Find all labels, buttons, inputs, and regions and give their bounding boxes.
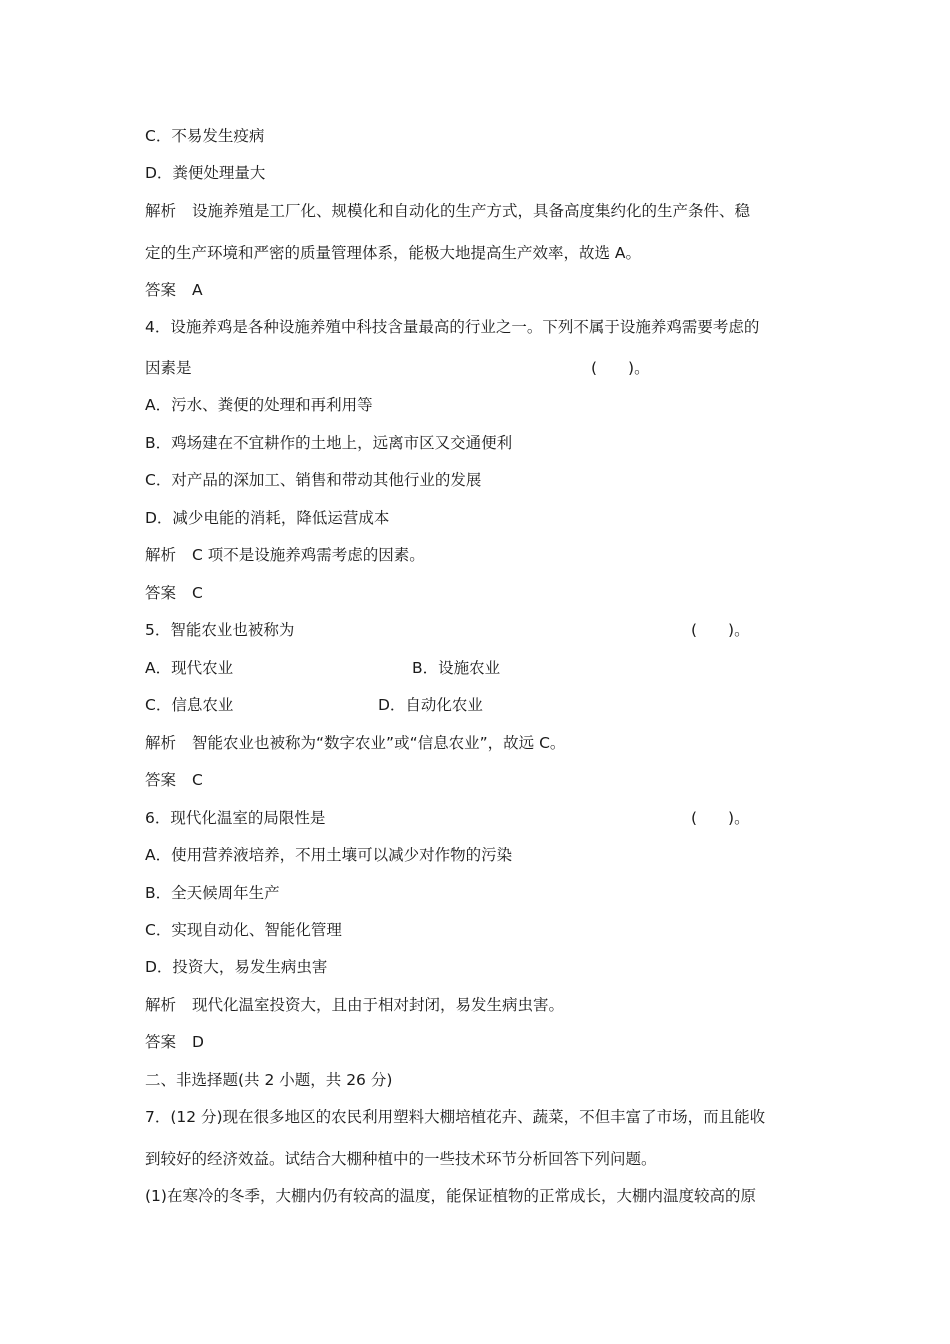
- option-c-q3: C．不易发生疫病: [145, 127, 265, 145]
- option-b-q6: B．全天候周年生产: [145, 884, 280, 902]
- answer-value: C: [192, 771, 203, 789]
- answer-value: C: [192, 584, 203, 602]
- analysis-q3: [145, 201, 815, 221]
- analysis-text: C 项不是设施养鸡需考虑的因素。: [192, 546, 425, 564]
- analysis-q3-cont: 定的生产环境和严密的质量管理体系，能极大地提高生产效率，故选 A。: [145, 244, 642, 262]
- answer-q3: [145, 280, 815, 300]
- analysis-text: 设施养殖是工厂化、规模化和自动化的生产方式，具备高度集约化的生产条件、稳: [192, 202, 751, 220]
- question-7: 7．(12 分)现在很多地区的农民利用塑料大棚培植花卉、蔬菜，不但丰富了市场，而且能收: [145, 1108, 766, 1126]
- answer-label: 答案: [145, 1033, 177, 1051]
- question-5: [145, 620, 815, 640]
- option-d-q6: D．投资大，易发生病虫害: [145, 958, 328, 976]
- answer-bracket: ( )。: [691, 621, 750, 639]
- options-cd-q5: [145, 695, 815, 715]
- option-c-q6: C．实现自动化、智能化管理: [145, 921, 342, 939]
- analysis-label: 解析: [145, 996, 177, 1014]
- option-b-q4: B．鸡场建在不宜耕作的土地上，远离市区又交通便利: [145, 434, 513, 452]
- question-4: 4．设施养鸡是各种设施养殖中科技含量最高的行业之一。下列不属于设施养鸡需要考虑的: [145, 318, 760, 336]
- analysis-text: 现代化温室投资大，且由于相对封闭，易发生病虫害。: [192, 996, 565, 1014]
- section-heading: 二、非选择题(共 2 小题，共 26 分): [145, 1071, 393, 1089]
- options-ab-q5: [145, 658, 815, 678]
- answer-label: 答案: [145, 281, 177, 299]
- option-a: A．现代农业: [145, 659, 234, 677]
- question-4-cont: [145, 358, 815, 378]
- answer-value: D: [192, 1033, 204, 1051]
- question-text: 因素是: [145, 359, 192, 377]
- analysis-q4: [145, 545, 815, 565]
- option-c-q4: C．对产品的深加工、销售和带动其他行业的发展: [145, 471, 482, 489]
- analysis-label: 解析: [145, 202, 177, 220]
- option-a-q6: A．使用营养液培养，不用土壤可以减少对作物的污染: [145, 846, 513, 864]
- answer-q5: [145, 770, 815, 790]
- answer-value: A: [192, 281, 203, 299]
- analysis-label: 解析: [145, 546, 177, 564]
- option-d-q3: D．粪便处理量大: [145, 164, 266, 182]
- option-a-q4: A．污水、粪便的处理和再利用等: [145, 396, 373, 414]
- analysis-label: 解析: [145, 734, 177, 752]
- question-6: [145, 808, 815, 828]
- answer-q4: [145, 583, 815, 603]
- question-7-cont: 到较好的经济效益。试结合大棚种植中的一些技术环节分析回答下列问题。: [145, 1150, 657, 1168]
- analysis-q5: [145, 733, 815, 753]
- answer-bracket: ( )。: [691, 809, 750, 827]
- option-b: B．设施农业: [412, 659, 501, 677]
- answer-q6: [145, 1032, 815, 1052]
- option-c: C．信息农业: [145, 696, 234, 714]
- option-d: D．自动化农业: [378, 696, 483, 714]
- analysis-q6: [145, 995, 815, 1015]
- question-7-part-1: (1)在寒冷的冬季，大棚内仍有较高的温度，能保证植物的正常成长，大棚内温度较高的原: [145, 1187, 756, 1205]
- question-text: 6．现代化温室的局限性是: [145, 809, 326, 827]
- analysis-text: 智能农业也被称为“数字农业”或“信息农业”，故远 C。: [192, 734, 566, 752]
- question-text: 5．智能农业也被称为: [145, 621, 295, 639]
- option-d-q4: D．减少电能的消耗，降低运营成本: [145, 509, 390, 527]
- answer-label: 答案: [145, 771, 177, 789]
- answer-label: 答案: [145, 584, 177, 602]
- answer-bracket: ( )。: [591, 359, 650, 377]
